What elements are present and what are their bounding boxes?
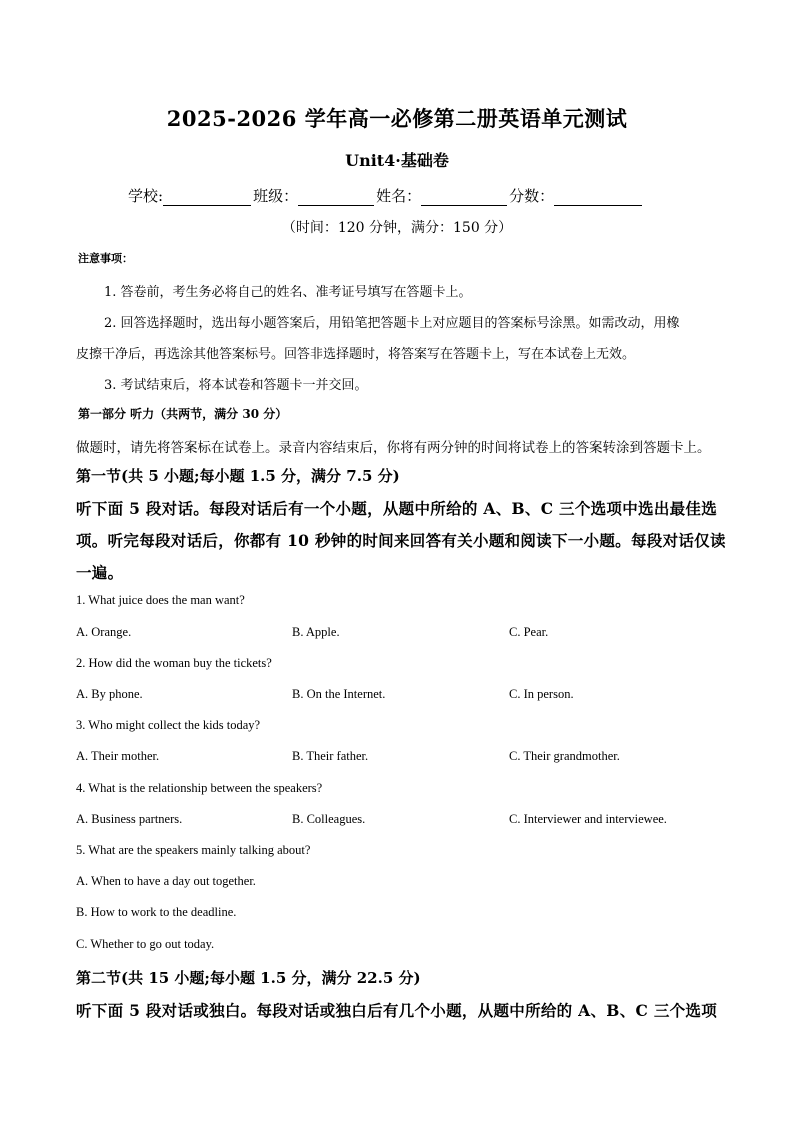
student-info-row bbox=[128, 185, 644, 206]
question-5: 5. What are the speakers mainly talking about? bbox=[76, 843, 311, 857]
question-4: 4. What is the relationship between the speakers? bbox=[76, 781, 323, 795]
section1-instruction-3: 一遍。 bbox=[76, 563, 124, 582]
notice-item-3: 3. 考试结束后，将本试卷和答题卡一并交回。 bbox=[104, 378, 368, 393]
question-2: 2. How did the woman buy the tickets? bbox=[76, 656, 272, 670]
question-5-option-a: A. When to have a day out together. bbox=[76, 874, 256, 888]
question-3-option-b: B. Their father. bbox=[292, 749, 369, 763]
question-1-option-a: A. Orange. bbox=[76, 625, 132, 639]
question-4-option-b: B. Colleagues. bbox=[292, 812, 366, 826]
question-2-option-a: A. By phone. bbox=[76, 687, 143, 701]
notice-item-2-cont: 皮擦干净后，再选涂其他答案标号。回答非选择题时，将答案写在答题卡上，写在本试卷上无效。 bbox=[76, 347, 636, 362]
question-2-option-b: B. On the Internet. bbox=[292, 687, 386, 701]
class-label: 班级： bbox=[253, 187, 299, 205]
notice-title: 注意事项： bbox=[78, 252, 133, 265]
section2-instruction-1: 听下面 5 段对话或独白。每段对话或独白后有几个小题，从题中所给的 A、B、C 三个选项 bbox=[76, 1001, 718, 1020]
class-blank[interactable] bbox=[298, 187, 374, 206]
exam-title: 2025-2026 学年高一必修第二册英语单元测试 bbox=[166, 106, 628, 131]
question-3-option-a: A. Their mother. bbox=[76, 749, 160, 763]
time-note: （时间：120 分钟，满分：150 分） bbox=[281, 220, 513, 236]
question-1-option-c: C. Pear. bbox=[509, 625, 549, 639]
part1-instruction: 做题时，请先将答案标在试卷上。录音内容结束后，你将有两分钟的时间将试卷上的答案转涂到答题卡上。 bbox=[76, 440, 711, 456]
question-1: 1. What juice does the man want? bbox=[76, 593, 245, 607]
school-blank[interactable] bbox=[163, 187, 251, 206]
name-label: 姓名： bbox=[376, 187, 422, 205]
question-5-option-c: C. Whether to go out today. bbox=[76, 937, 215, 951]
question-1-option-b: B. Apple. bbox=[292, 625, 340, 639]
section1-instruction-1: 听下面 5 段对话。每段对话后有一个小题，从题中所给的 A、B、C 三个选项中选出最佳选 bbox=[76, 499, 718, 518]
question-4-option-c: C. Interviewer and interviewee. bbox=[509, 812, 667, 826]
question-2-option-c: C. In person. bbox=[509, 687, 574, 701]
score-label: 分数： bbox=[509, 187, 555, 205]
question-5-option-b: B. How to work to the deadline. bbox=[76, 905, 237, 919]
exam-subtitle: Unit4·基础卷 bbox=[345, 151, 449, 170]
question-3: 3. Who might collect the kids today? bbox=[76, 718, 261, 732]
question-4-option-a: A. Business partners. bbox=[76, 812, 183, 826]
section1-instruction-2: 项。听完每段对话后，你都有 10 秒钟的时间来回答有关小题和阅读下一小题。每段对话仅读 bbox=[76, 531, 726, 550]
notice-item-1: 1. 答卷前，考生务必将自己的姓名、准考证号填写在答题卡上。 bbox=[104, 285, 472, 300]
school-label: 学校: bbox=[128, 187, 164, 205]
score-blank[interactable] bbox=[554, 187, 642, 206]
part1-title: 第一部分 听力（共两节，满分 30 分） bbox=[78, 407, 288, 421]
section2-title: 第二节(共 15 小题;每小题 1.5 分，满分 22.5 分) bbox=[76, 969, 421, 987]
section1-title: 第一节(共 5 小题;每小题 1.5 分，满分 7.5 分) bbox=[76, 467, 400, 485]
notice-item-2: 2. 回答选择题时，选出每小题答案后，用铅笔把答题卡上对应题目的答案标号涂黑。如需改动，用橡 bbox=[104, 316, 680, 331]
question-3-option-c: C. Their grandmother. bbox=[509, 749, 620, 763]
name-blank[interactable] bbox=[421, 187, 507, 206]
